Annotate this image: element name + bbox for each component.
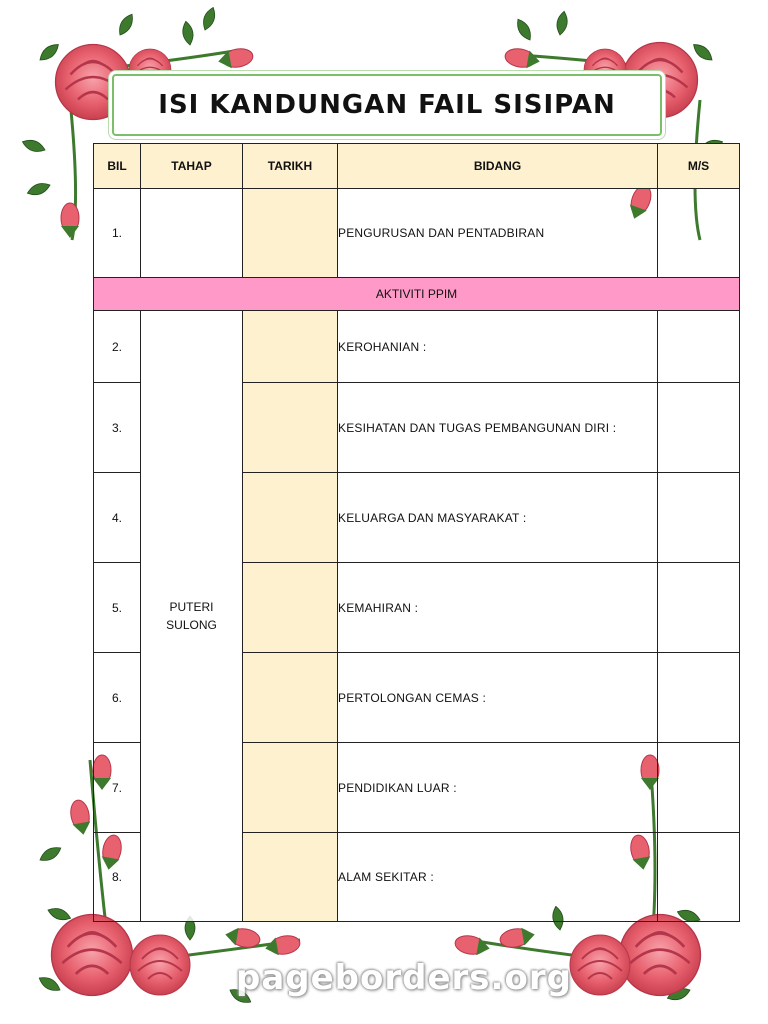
page-title: ISI KANDUNGAN FAIL SISIPAN <box>158 90 616 120</box>
bidang-cell: PERTOLONGAN CEMAS : <box>338 653 658 743</box>
tarikh-cell <box>243 833 338 922</box>
ms-cell <box>658 189 740 278</box>
bil-cell: 6. <box>94 653 141 743</box>
section-label: AKTIVITI PPIM <box>94 278 740 311</box>
header-tahap: TAHAP <box>141 144 243 189</box>
bil-cell: 5. <box>94 563 141 653</box>
tarikh-cell <box>243 743 338 833</box>
bidang-cell: KEROHANIAN : <box>338 311 658 383</box>
bil-cell: 4. <box>94 473 141 563</box>
tahap-value-line1: PUTERI <box>169 600 214 614</box>
bidang-cell: KELUARGA DAN MASYARAKAT : <box>338 473 658 563</box>
bil-cell: 8. <box>94 833 141 922</box>
table-row <box>94 311 740 383</box>
tarikh-cell <box>243 473 338 563</box>
ms-cell <box>658 653 740 743</box>
watermark-text: pageborders.org <box>236 958 572 998</box>
header-bidang: BIDANG <box>338 144 658 189</box>
table-row <box>94 189 740 278</box>
tarikh-cell <box>243 383 338 473</box>
tahap-cell <box>141 189 243 278</box>
tarikh-cell <box>243 653 338 743</box>
bidang-cell: PENGURUSAN DAN PENTADBIRAN <box>338 189 658 278</box>
tahap-merged-cell <box>141 311 243 922</box>
tarikh-cell <box>243 311 338 383</box>
bidang-cell: PENDIDIKAN LUAR : <box>338 743 658 833</box>
bil-cell: 2. <box>94 311 141 383</box>
ms-cell <box>658 563 740 653</box>
tarikh-cell <box>243 189 338 278</box>
ms-cell <box>658 833 740 922</box>
tahap-value-line2: SULONG <box>166 618 217 632</box>
bidang-cell: ALAM SEKITAR : <box>338 833 658 922</box>
section-row <box>94 278 740 311</box>
ms-cell <box>658 383 740 473</box>
tarikh-cell <box>243 563 338 653</box>
bidang-cell: KEMAHIRAN : <box>338 563 658 653</box>
ms-cell <box>658 473 740 563</box>
header-bil: BIL <box>94 144 141 189</box>
header-ms: M/S <box>658 144 740 189</box>
bidang-cell: KESIHATAN DAN TUGAS PEMBANGUNAN DIRI : <box>338 383 658 473</box>
contents-table <box>93 143 740 922</box>
ms-cell <box>658 311 740 383</box>
ms-cell <box>658 743 740 833</box>
bil-cell: 3. <box>94 383 141 473</box>
header-tarikh: TARIKH <box>243 144 338 189</box>
bil-cell: 1. <box>94 189 141 278</box>
table-header-row <box>94 144 740 189</box>
bil-cell: 7. <box>94 743 141 833</box>
title-banner <box>112 74 662 136</box>
